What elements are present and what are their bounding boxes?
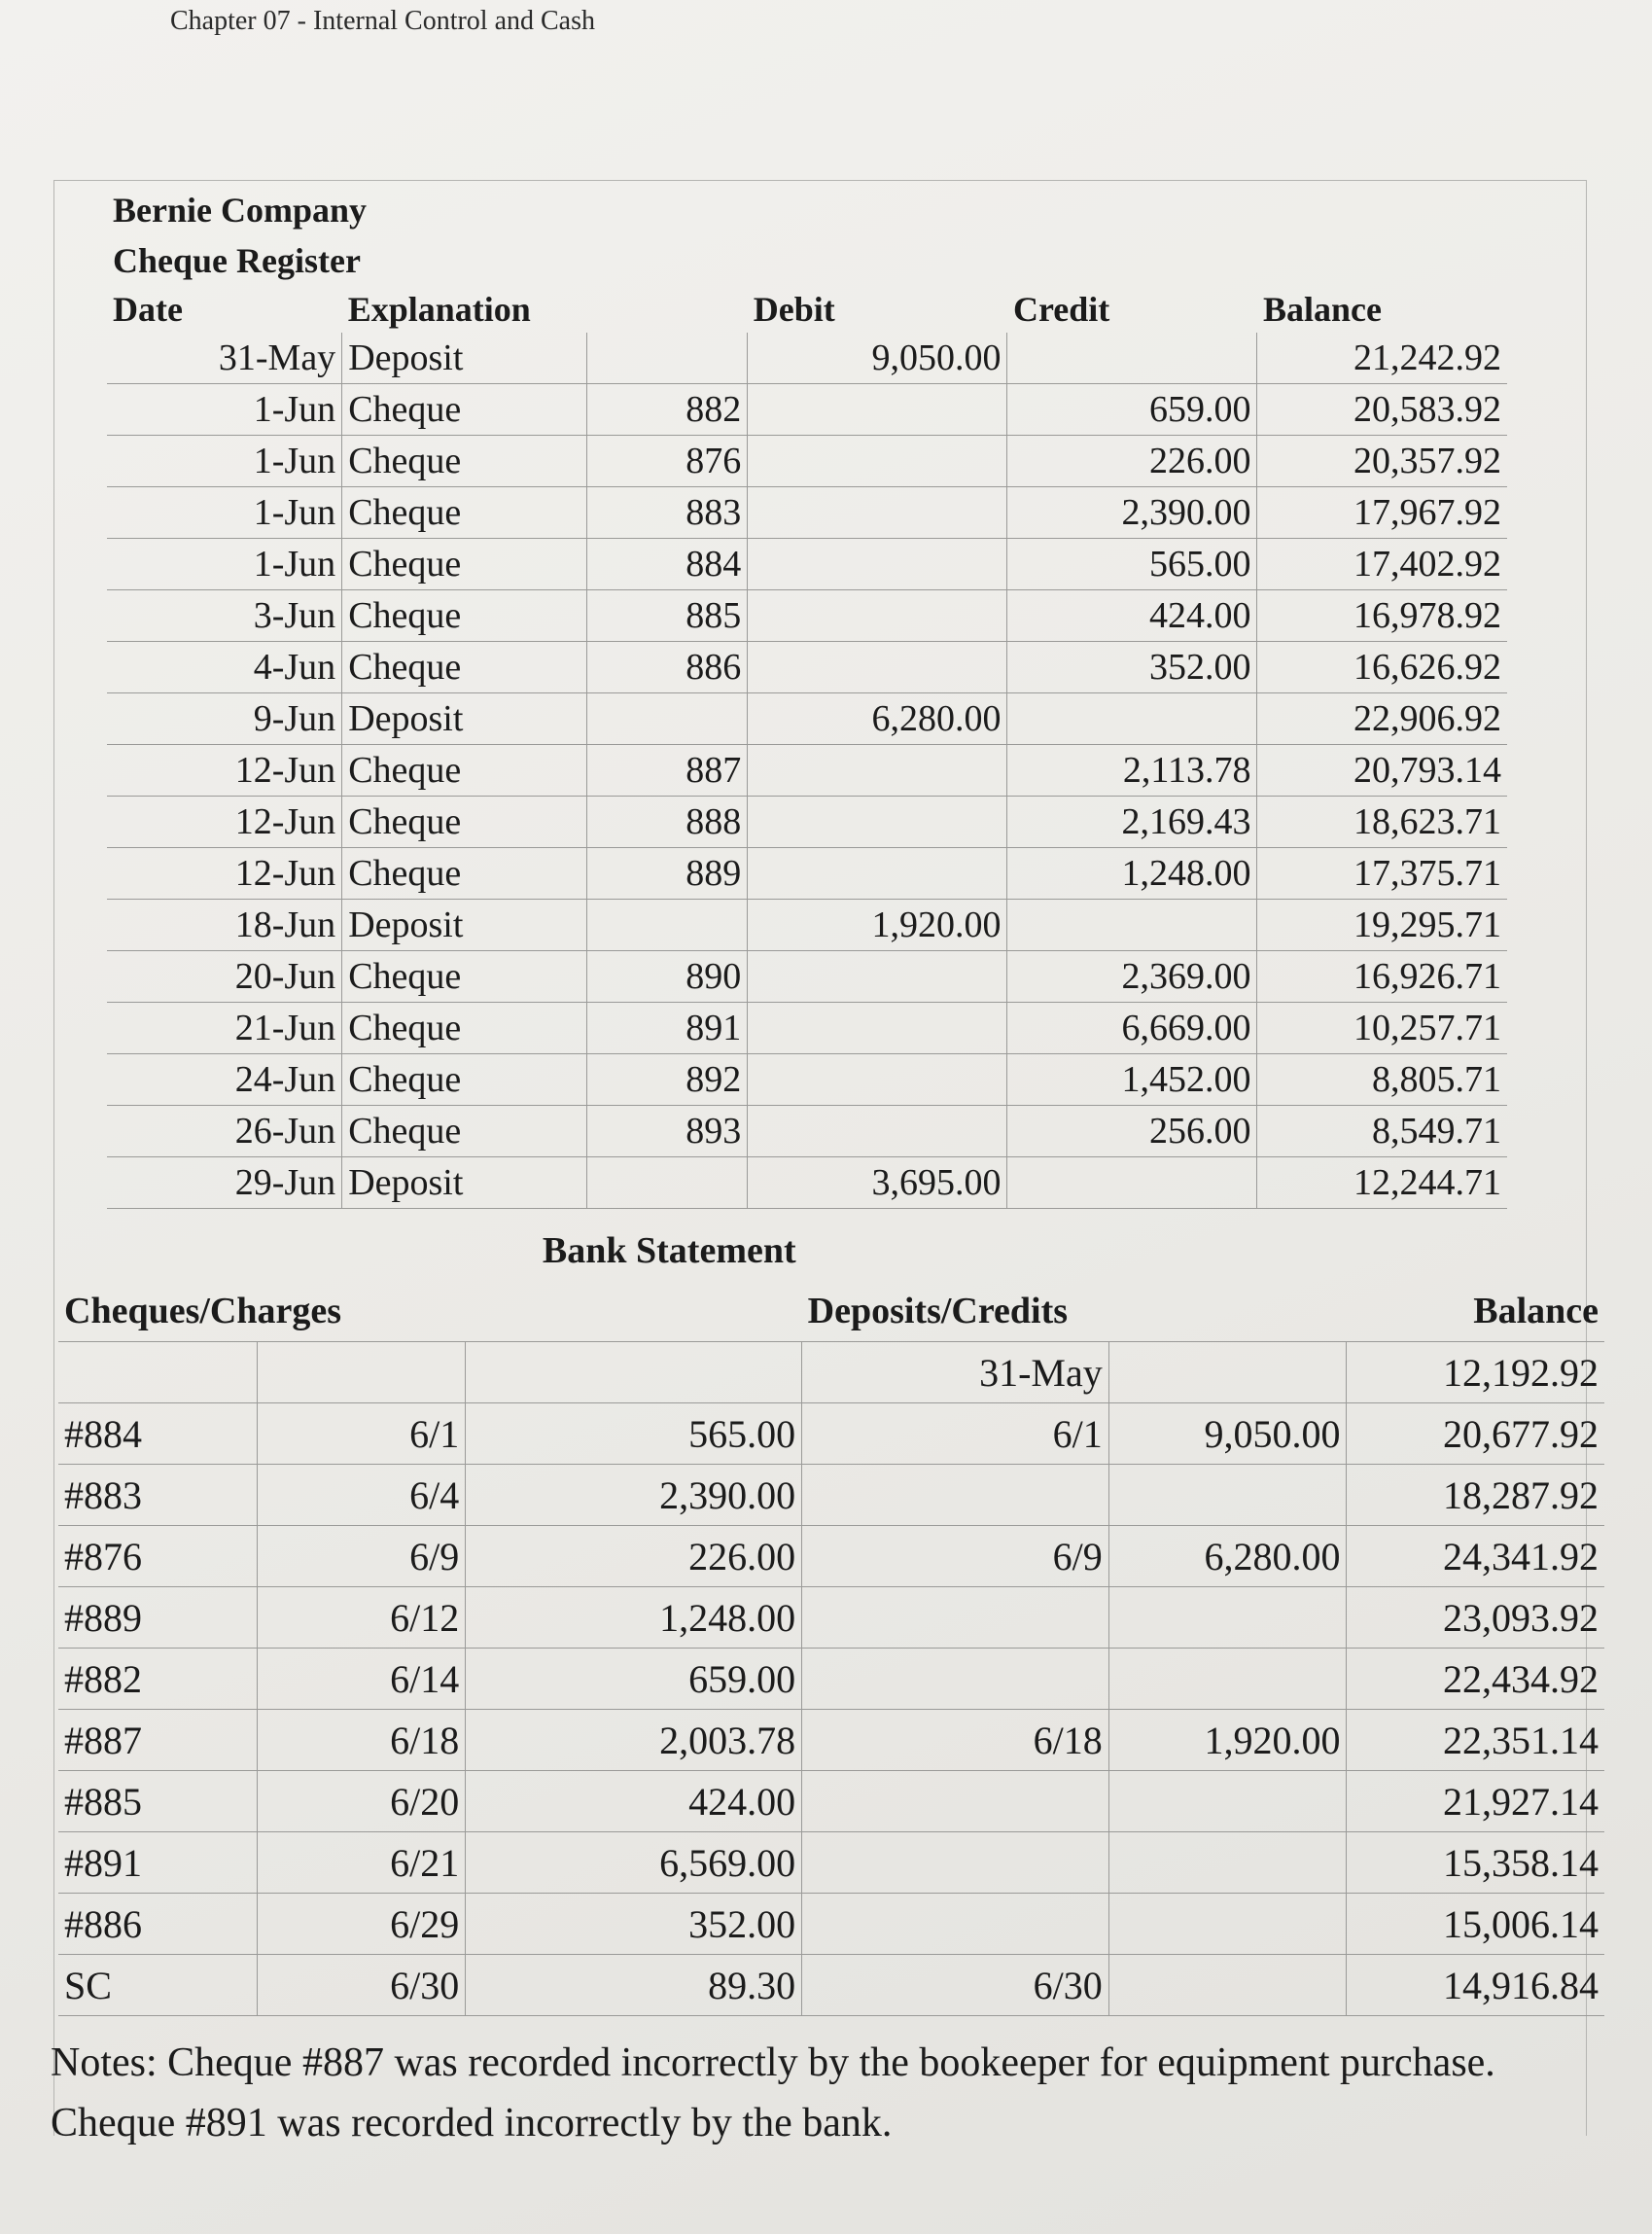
bank-deposit-amount-cell (1108, 1649, 1347, 1710)
header-deposits-credits: Deposits/Credits (802, 1281, 1347, 1342)
bank-deposit-date-cell: 31-May (802, 1342, 1109, 1403)
company-name: Bernie Company (113, 191, 367, 230)
bank-balance-cell: 20,677.92 (1347, 1403, 1604, 1465)
register-date-cell: 3-Jun (107, 590, 342, 642)
register-date-cell: 29-Jun (107, 1157, 342, 1209)
register-date-cell: 31-May (107, 333, 342, 384)
bank-balance-cell: 12,192.92 (1347, 1342, 1604, 1403)
register-credit-cell: 352.00 (1007, 642, 1257, 693)
header-cheques-charges: Cheques/Charges (58, 1281, 466, 1342)
bank-deposit-amount-cell (1108, 1955, 1347, 2016)
register-debit-cell (748, 848, 1007, 900)
register-explanation-cell: Cheque (342, 745, 587, 797)
register-balance-cell: 19,295.71 (1257, 900, 1507, 951)
bank-title-row (58, 1221, 1604, 1281)
bank-deposit-amount-cell (1108, 1832, 1347, 1894)
bank-date-cell: 6/30 (257, 1955, 465, 2016)
register-cheque-number-cell: 892 (587, 1054, 748, 1106)
register-row (107, 539, 1507, 590)
register-balance-cell: 17,375.71 (1257, 848, 1507, 900)
register-balance-cell: 17,967.92 (1257, 487, 1507, 539)
register-debit-cell (748, 1003, 1007, 1054)
bank-date-cell: 6/29 (257, 1894, 465, 1955)
bank-item-cell (58, 1342, 257, 1403)
header-debit: Debit (753, 290, 835, 329)
register-cheque-number-cell: 889 (587, 848, 748, 900)
register-explanation-cell: Cheque (342, 848, 587, 900)
bank-item-cell: SC (58, 1955, 257, 2016)
bank-row (58, 1403, 1604, 1465)
register-balance-cell: 20,357.92 (1257, 436, 1507, 487)
register-debit-cell (748, 539, 1007, 590)
register-explanation-cell: Cheque (342, 384, 587, 436)
bank-deposit-date-cell (802, 1649, 1109, 1710)
register-balance-cell: 12,244.71 (1257, 1157, 1507, 1209)
bank-row (58, 1832, 1604, 1894)
register-debit-cell: 3,695.00 (748, 1157, 1007, 1209)
register-explanation-cell: Cheque (342, 642, 587, 693)
register-explanation-cell: Cheque (342, 487, 587, 539)
bank-item-cell: #891 (58, 1832, 257, 1894)
register-explanation-cell: Deposit (342, 900, 587, 951)
register-debit-cell (748, 1054, 1007, 1106)
register-cheque-number-cell: 883 (587, 487, 748, 539)
bank-deposit-amount-cell (1108, 1342, 1347, 1403)
register-credit-cell: 659.00 (1007, 384, 1257, 436)
register-cheque-number-cell: 887 (587, 745, 748, 797)
register-row (107, 1106, 1507, 1157)
register-cheque-number-cell: 884 (587, 539, 748, 590)
bank-item-cell: #887 (58, 1710, 257, 1771)
register-header-row (107, 286, 1507, 333)
register-credit-cell: 2,169.43 (1007, 797, 1257, 848)
bank-amount-cell: 352.00 (466, 1894, 802, 1955)
register-credit-cell (1007, 1157, 1257, 1209)
register-balance-cell: 8,549.71 (1257, 1106, 1507, 1157)
register-credit-cell: 2,369.00 (1007, 951, 1257, 1003)
header-number (587, 286, 748, 333)
bank-statement-table (58, 1221, 1604, 2016)
bank-amount-cell: 2,003.78 (466, 1710, 802, 1771)
register-balance-cell: 16,626.92 (1257, 642, 1507, 693)
register-row (107, 1157, 1507, 1209)
bank-balance-cell: 15,358.14 (1347, 1832, 1604, 1894)
register-cheque-number-cell: 888 (587, 797, 748, 848)
bank-row (58, 1771, 1604, 1832)
bank-row (58, 1894, 1604, 1955)
bank-balance-cell: 22,434.92 (1347, 1649, 1604, 1710)
bank-item-cell: #885 (58, 1771, 257, 1832)
register-debit-cell (748, 745, 1007, 797)
register-explanation-cell: Cheque (342, 797, 587, 848)
register-credit-cell: 1,452.00 (1007, 1054, 1257, 1106)
register-cheque-number-cell (587, 1157, 748, 1209)
register-row (107, 642, 1507, 693)
bank-header-row (58, 1281, 1604, 1342)
register-row (107, 745, 1507, 797)
bank-balance-cell: 14,916.84 (1347, 1955, 1604, 2016)
register-explanation-cell: Cheque (342, 1054, 587, 1106)
register-row (107, 384, 1507, 436)
bank-item-cell: #889 (58, 1587, 257, 1649)
register-date-cell: 20-Jun (107, 951, 342, 1003)
register-date-cell: 12-Jun (107, 745, 342, 797)
bank-amount-cell: 2,390.00 (466, 1465, 802, 1526)
register-balance-cell: 16,926.71 (1257, 951, 1507, 1003)
bank-date-cell: 6/18 (257, 1710, 465, 1771)
bank-date-cell: 6/14 (257, 1649, 465, 1710)
register-date-cell: 12-Jun (107, 797, 342, 848)
register-date-cell: 26-Jun (107, 1106, 342, 1157)
register-debit-cell (748, 590, 1007, 642)
bank-row (58, 1710, 1604, 1771)
bank-row (58, 1955, 1604, 2016)
register-explanation-cell: Cheque (342, 951, 587, 1003)
register-cheque-number-cell: 876 (587, 436, 748, 487)
bank-deposit-date-cell (802, 1832, 1109, 1894)
register-row (107, 487, 1507, 539)
register-cheque-number-cell: 886 (587, 642, 748, 693)
bank-balance-cell: 22,351.14 (1347, 1710, 1604, 1771)
register-debit-cell (748, 642, 1007, 693)
register-explanation-cell: Cheque (342, 1106, 587, 1157)
register-date-cell: 24-Jun (107, 1054, 342, 1106)
header-credit: Credit (1012, 290, 1110, 329)
bank-row (58, 1526, 1604, 1587)
bank-deposit-date-cell: 6/30 (802, 1955, 1109, 2016)
bank-deposit-date-cell: 6/18 (802, 1710, 1109, 1771)
register-balance-cell: 17,402.92 (1257, 539, 1507, 590)
register-credit-cell: 2,113.78 (1007, 745, 1257, 797)
bank-amount-cell: 424.00 (466, 1771, 802, 1832)
bank-date-cell: 6/21 (257, 1832, 465, 1894)
bank-deposit-date-cell: 6/9 (802, 1526, 1109, 1587)
cheque-register-table (107, 185, 1507, 1209)
register-explanation-cell: Deposit (342, 333, 587, 384)
register-credit-cell: 6,669.00 (1007, 1003, 1257, 1054)
register-credit-cell: 256.00 (1007, 1106, 1257, 1157)
register-cheque-number-cell: 890 (587, 951, 748, 1003)
register-balance-cell: 20,583.92 (1257, 384, 1507, 436)
register-cheque-number-cell: 885 (587, 590, 748, 642)
register-debit-cell (748, 384, 1007, 436)
register-balance-cell: 8,805.71 (1257, 1054, 1507, 1106)
register-title-row (107, 235, 1507, 286)
bank-deposit-amount-cell (1108, 1587, 1347, 1649)
bank-deposit-date-cell (802, 1894, 1109, 1955)
bank-item-cell: #884 (58, 1403, 257, 1465)
register-date-cell: 1-Jun (107, 539, 342, 590)
header-date: Date (113, 290, 183, 329)
register-date-cell: 21-Jun (107, 1003, 342, 1054)
register-cheque-number-cell (587, 693, 748, 745)
register-credit-cell: 226.00 (1007, 436, 1257, 487)
bank-date-cell: 6/12 (257, 1587, 465, 1649)
bank-deposit-date-cell (802, 1771, 1109, 1832)
bank-row (58, 1465, 1604, 1526)
register-credit-cell: 1,248.00 (1007, 848, 1257, 900)
register-cheque-number-cell: 882 (587, 384, 748, 436)
register-date-cell: 1-Jun (107, 436, 342, 487)
register-company-row (107, 185, 1507, 235)
register-cheque-number-cell (587, 333, 748, 384)
register-date-cell: 1-Jun (107, 384, 342, 436)
register-credit-cell: 2,390.00 (1007, 487, 1257, 539)
register-debit-cell (748, 1106, 1007, 1157)
register-debit-cell: 6,280.00 (748, 693, 1007, 745)
bank-balance-cell: 23,093.92 (1347, 1587, 1604, 1649)
register-row (107, 333, 1507, 384)
bank-deposit-amount-cell: 9,050.00 (1108, 1403, 1347, 1465)
bank-deposit-amount-cell: 1,920.00 (1108, 1710, 1347, 1771)
header-balance: Balance (1262, 290, 1382, 329)
register-row (107, 797, 1507, 848)
header-bank-balance: Balance (1347, 1281, 1604, 1342)
bank-item-cell: #876 (58, 1526, 257, 1587)
bank-amount-cell: 1,248.00 (466, 1587, 802, 1649)
bank-balance-cell: 24,341.92 (1347, 1526, 1604, 1587)
register-row (107, 590, 1507, 642)
register-explanation-cell: Cheque (342, 539, 587, 590)
register-title: Cheque Register (113, 241, 361, 280)
register-row (107, 848, 1507, 900)
register-explanation-cell: Cheque (342, 1003, 587, 1054)
bank-amount-cell: 89.30 (466, 1955, 802, 2016)
bank-deposit-amount-cell (1108, 1894, 1347, 1955)
register-row (107, 951, 1507, 1003)
register-balance-cell: 16,978.92 (1257, 590, 1507, 642)
register-explanation-cell: Deposit (342, 1157, 587, 1209)
register-balance-cell: 22,906.92 (1257, 693, 1507, 745)
register-credit-cell (1007, 693, 1257, 745)
header-explanation: Explanation (347, 290, 531, 329)
register-row (107, 1054, 1507, 1106)
register-date-cell: 9-Jun (107, 693, 342, 745)
chapter-header: Chapter 07 - Internal Control and Cash (170, 6, 596, 36)
bank-amount-cell: 226.00 (466, 1526, 802, 1587)
register-cheque-number-cell: 891 (587, 1003, 748, 1054)
register-balance-cell: 20,793.14 (1257, 745, 1507, 797)
register-date-cell: 12-Jun (107, 848, 342, 900)
register-debit-cell (748, 487, 1007, 539)
register-debit-cell (748, 951, 1007, 1003)
bank-statement-title: Bank Statement (542, 1230, 796, 1271)
bank-amount-cell: 659.00 (466, 1649, 802, 1710)
bank-deposit-amount-cell: 6,280.00 (1108, 1526, 1347, 1587)
register-cheque-number-cell: 893 (587, 1106, 748, 1157)
register-balance-cell: 10,257.71 (1257, 1003, 1507, 1054)
register-date-cell: 18-Jun (107, 900, 342, 951)
bank-amount-cell: 565.00 (466, 1403, 802, 1465)
bank-date-cell: 6/20 (257, 1771, 465, 1832)
bank-row (58, 1587, 1604, 1649)
bank-row (58, 1649, 1604, 1710)
register-row (107, 436, 1507, 487)
register-credit-cell: 424.00 (1007, 590, 1257, 642)
bank-date-cell (257, 1342, 465, 1403)
register-debit-cell (748, 436, 1007, 487)
register-row (107, 1003, 1507, 1054)
bank-amount-cell: 6,569.00 (466, 1832, 802, 1894)
register-row (107, 693, 1507, 745)
notes-text: Notes: Cheque #887 was recorded incorrectly by the bookeeper for equipment purchase. Cheque #891 was recorded incorrectly by the bank. (51, 2040, 1495, 2145)
register-date-cell: 4-Jun (107, 642, 342, 693)
register-cheque-number-cell (587, 900, 748, 951)
bank-amount-cell (466, 1342, 802, 1403)
bank-deposit-amount-cell (1108, 1771, 1347, 1832)
register-balance-cell: 18,623.71 (1257, 797, 1507, 848)
register-explanation-cell: Deposit (342, 693, 587, 745)
register-debit-cell (748, 797, 1007, 848)
bank-item-cell: #883 (58, 1465, 257, 1526)
bank-date-cell: 6/9 (257, 1526, 465, 1587)
register-explanation-cell: Cheque (342, 590, 587, 642)
bank-deposit-date-cell (802, 1587, 1109, 1649)
bank-deposit-amount-cell (1108, 1465, 1347, 1526)
bank-balance-cell: 21,927.14 (1347, 1771, 1604, 1832)
register-balance-cell: 21,242.92 (1257, 333, 1507, 384)
register-debit-cell: 1,920.00 (748, 900, 1007, 951)
register-row (107, 900, 1507, 951)
bank-deposit-date-cell (802, 1465, 1109, 1526)
bank-deposit-date-cell: 6/1 (802, 1403, 1109, 1465)
register-debit-cell: 9,050.00 (748, 333, 1007, 384)
register-credit-cell (1007, 333, 1257, 384)
bank-row (58, 1342, 1604, 1403)
register-credit-cell: 565.00 (1007, 539, 1257, 590)
bank-item-cell: #882 (58, 1649, 257, 1710)
register-credit-cell (1007, 900, 1257, 951)
register-explanation-cell: Cheque (342, 436, 587, 487)
bank-balance-cell: 18,287.92 (1347, 1465, 1604, 1526)
register-date-cell: 1-Jun (107, 487, 342, 539)
bank-balance-cell: 15,006.14 (1347, 1894, 1604, 1955)
bank-item-cell: #886 (58, 1894, 257, 1955)
bank-date-cell: 6/4 (257, 1465, 465, 1526)
bank-date-cell: 6/1 (257, 1403, 465, 1465)
